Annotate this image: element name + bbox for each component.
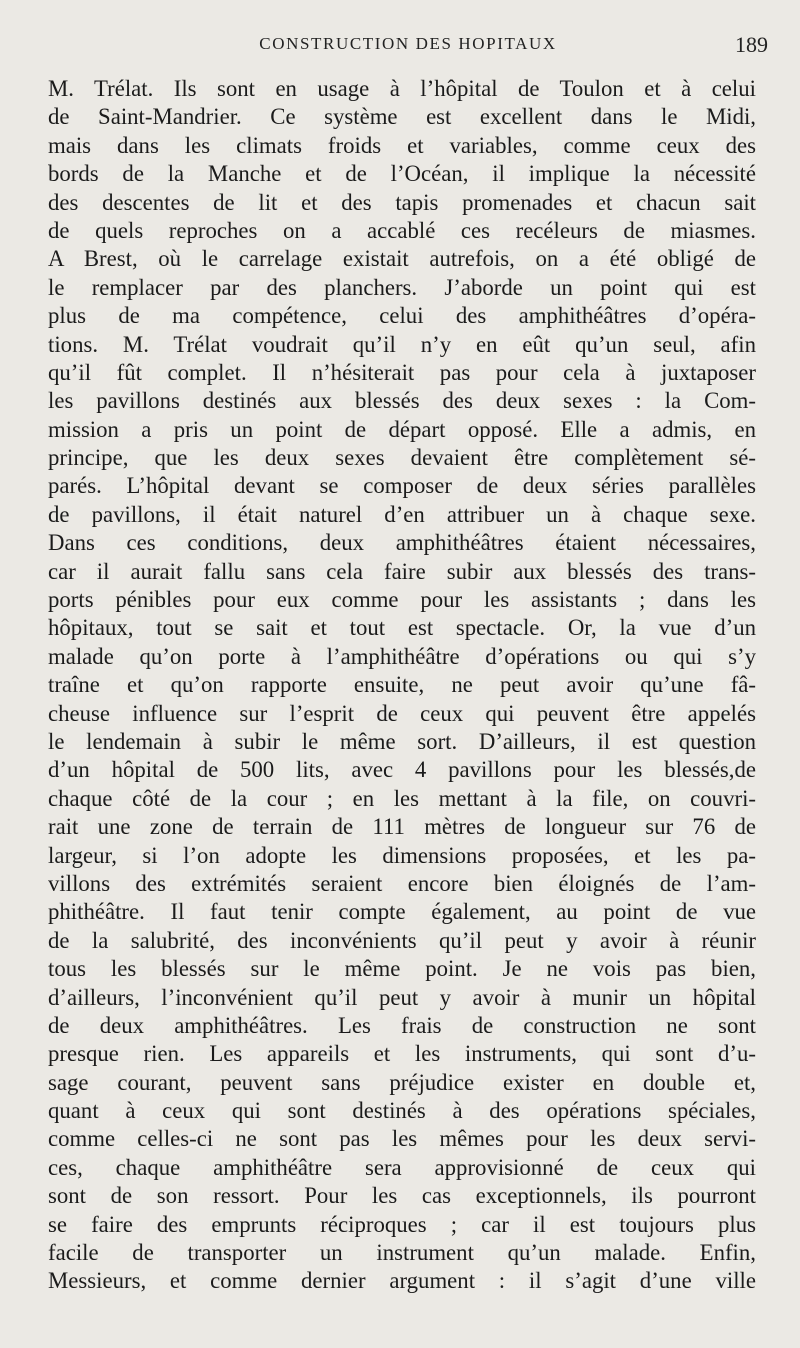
text-line: sont de son ressort. Pour les cas exceptionnels, ils pourront [48, 1183, 756, 1209]
text-line: hôpitaux, tout se sait et tout est spectacle. Or, la vue d’un [48, 615, 756, 641]
text-line: sage courant, peuvent sans préjudice exister en double et, [48, 1069, 756, 1095]
text-line: de la salubrité, des inconvénients qu’il peut y avoir à réunir [48, 927, 756, 953]
text-line: chaque côté de la cour ; en les mettant à la file, on couvri- [48, 785, 756, 811]
text-line: car il aurait fallu sans cela faire subir aux blessés des trans- [48, 558, 756, 584]
text-line: comme celles-ci ne sont pas les mêmes pour les deux servi- [48, 1126, 756, 1152]
text-line: des descentes de lit et des tapis promenades et chacun sait [48, 189, 756, 215]
running-title: CONSTRUCTION DES HOPITAUX [259, 34, 557, 53]
text-line: malade qu’on porte à l’amphithéâtre d’opérations ou qui s’y [48, 643, 756, 669]
text-line: ces, chaque amphithéâtre sera approvisionné de ceux qui [48, 1154, 756, 1180]
text-line: le remplacer par des planchers. J’aborde un point qui est [48, 274, 756, 300]
body-text [48, 75, 756, 1296]
text-line: Messieurs, et comme dernier argument : il s’agit d’une ville [48, 1268, 756, 1294]
text-line: quant à ceux qui sont destinés à des opérations spéciales, [48, 1098, 756, 1124]
text-line: mission a pris un point de départ opposé. Elle a admis, en [48, 416, 756, 442]
text-line: parés. L’hôpital devant se composer de deux séries parallèles [48, 473, 756, 499]
text-line: phithéâtre. Il faut tenir compte également, au point de vue [48, 899, 756, 925]
text-line: principe, que les deux sexes devaient être complètement sé- [48, 445, 756, 471]
text-line: ports pénibles pour eux comme pour les assistants ; dans les [48, 587, 756, 613]
text-line: Dans ces conditions, deux amphithéâtres étaient nécessaires, [48, 530, 756, 556]
text-line: de deux amphithéâtres. Les frais de construction ne sont [48, 1012, 756, 1038]
text-line: cheuse influence sur l’esprit de ceux qui peuvent être appelés [48, 700, 756, 726]
text-line: largeur, si l’on adopte les dimensions proposées, et les pa- [48, 842, 756, 868]
text-line: d’un hôpital de 500 lits, avec 4 pavillons pour les blessés,de [48, 757, 756, 783]
text-line: tions. M. Trélat voudrait qu’il n’y en eût qu’un seul, afin [48, 331, 756, 357]
text-line: bords de la Manche et de l’Océan, il implique la nécessité [48, 161, 756, 187]
text-line: M. Trélat. Ils sont en usage à l’hôpital de Toulon et à celui [48, 76, 756, 101]
text-line: de quels reproches on a accablé ces recéleurs de miasmes. [48, 217, 756, 243]
text-line: tous les blessés sur le même point. Je ne vois pas bien, [48, 956, 756, 982]
text-line: A Brest, où le carrelage existait autrefois, on a été obligé de [48, 246, 756, 272]
text-line: de pavillons, il était naturel d’en attribuer un à chaque sexe. [48, 501, 756, 527]
text-line: plus de ma compétence, celui des amphithéâtres d’opéra- [48, 303, 756, 329]
page-number: 189 [735, 32, 768, 57]
text-line: le lendemain à subir le même sort. D’ailleurs, il est question [48, 728, 756, 754]
text-line: traîne et qu’on rapporte ensuite, ne peut avoir qu’une fâ- [48, 672, 756, 698]
text-line: villons des extrémités seraient encore bien éloignés de l’am- [48, 870, 756, 896]
text-line: rait une zone de terrain de 111 mètres de longueur sur 76 de [48, 814, 756, 840]
text-line: d’ailleurs, l’inconvénient qu’il peut y avoir à munir un hôpital [48, 984, 756, 1010]
text-line: facile de transporter un instrument qu’un malade. Enfin, [48, 1240, 756, 1266]
text-line: se faire des emprunts réciproques ; car il est toujours plus [48, 1211, 756, 1237]
text-line: qu’il fût complet. Il n’hésiterait pas pour cela à juxtaposer [48, 359, 756, 385]
running-header [48, 34, 768, 64]
text-line: presque rien. Les appareils et les instruments, qui sont d’u- [48, 1041, 756, 1067]
text-line: les pavillons destinés aux blessés des deux sexes : la Com- [48, 388, 756, 414]
text-line: mais dans les climats froids et variables, comme ceux des [48, 132, 756, 158]
text-line: de Saint-Mandrier. Ce système est excellent dans le Midi, [48, 104, 756, 130]
